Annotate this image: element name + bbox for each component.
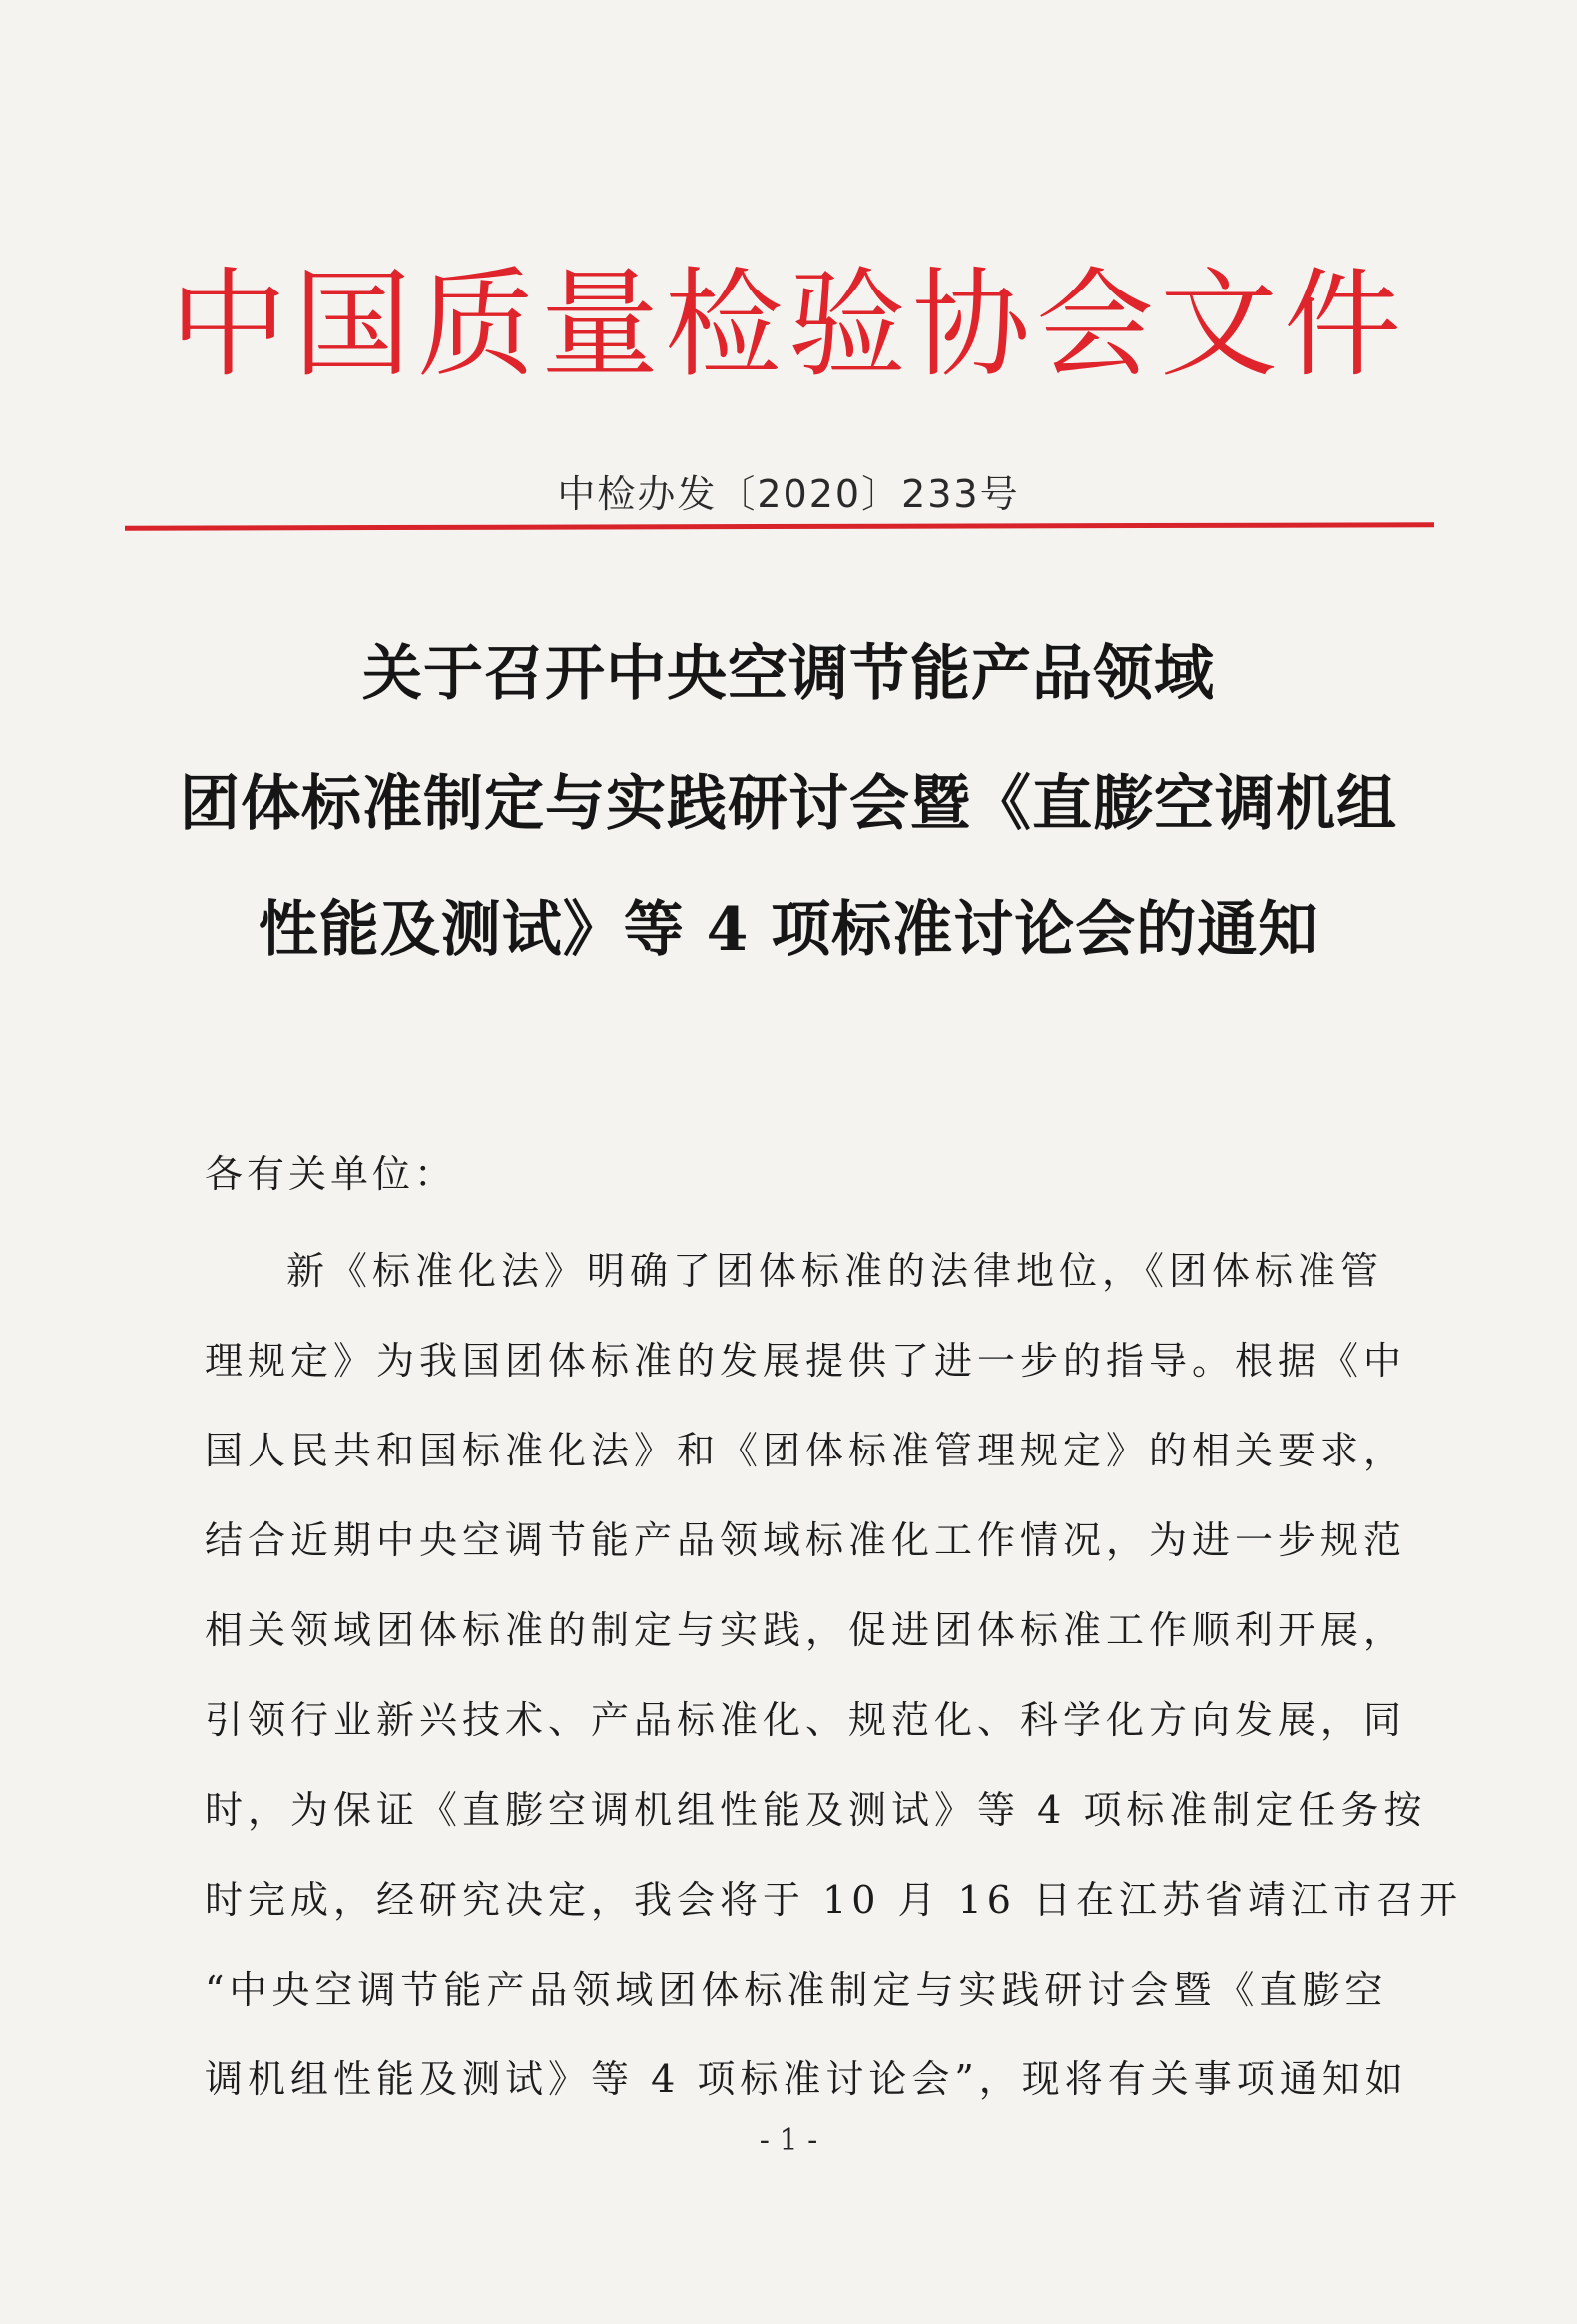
masthead-title: 中国质量检验协会文件 xyxy=(169,256,1407,393)
salutation: 各有关单位： xyxy=(205,1152,457,1196)
page-number: - 1 - xyxy=(759,2123,818,2158)
body-line: 调机组性能及测试》等 4 项标准讨论会”，现将有关事项通知如 xyxy=(205,2057,1408,2101)
body-line: 时，为保证《直膨空调机组性能及测试》等 4 项标准制定任务按 xyxy=(205,1788,1427,1832)
notice-title-line-1: 关于召开中央空调节能产品领域 xyxy=(362,639,1215,709)
notice-title-line-2: 团体标准制定与实践研讨会暨《直膨空调机组 xyxy=(180,769,1397,839)
body-line: 国人民共和国标准化法》和《团体标准管理规定》的相关要求， xyxy=(205,1429,1407,1472)
body-line: 结合近期中央空调节能产品领域标准化工作情况，为进一步规范 xyxy=(205,1518,1407,1562)
body-paragraph xyxy=(205,1226,1463,2124)
notice-title-line-3: 性能及测试》等 4 项标准讨论会的通知 xyxy=(258,895,1319,965)
body-line: “中央空调节能产品领域团体标准制定与实践研讨会暨《直膨空 xyxy=(205,1968,1388,2012)
red-divider-rule xyxy=(125,522,1434,530)
body-line: 引领行业新兴技术、产品标准化、规范化、科学化方向发展，同 xyxy=(205,1698,1407,1742)
body-line: 相关领域团体标准的制定与实践，促进团体标准工作顺利开展， xyxy=(205,1608,1407,1652)
body-line: 新《标准化法》明确了团体标准的法律地位，《团体标准管 xyxy=(286,1249,1384,1293)
body-line: 时完成，经研究决定，我会将于 10 月 16 日在江苏省靖江市召开 xyxy=(205,1878,1463,1922)
document-number: 中检办发〔2020〕233号 xyxy=(557,472,1020,516)
body-line: 理规定》为我国团体标准的发展提供了进一步的指导。根据《中 xyxy=(205,1339,1407,1383)
